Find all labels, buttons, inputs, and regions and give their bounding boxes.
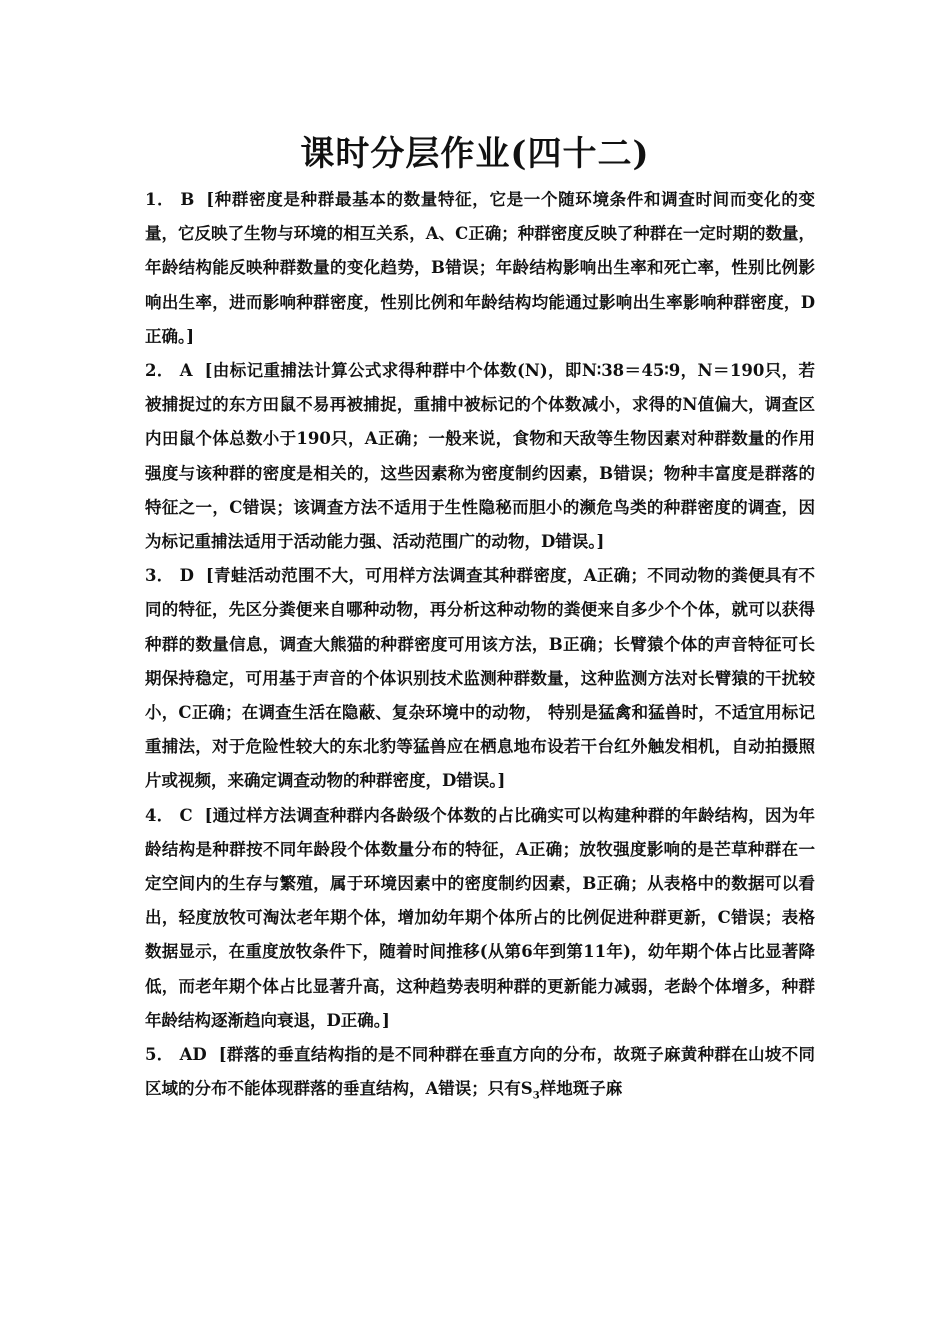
answer-number: 5． <box>145 1045 174 1065</box>
answer-number: 1． <box>145 190 175 209</box>
answer-item-2 <box>145 354 815 559</box>
answer-number: 4． <box>145 805 174 825</box>
subscript-text: 3 <box>532 1090 540 1102</box>
answer-key: A <box>179 361 193 381</box>
answer-number: 3． <box>145 566 174 586</box>
answer-item-5 <box>145 1038 815 1114</box>
answer-key: C <box>179 805 193 825</box>
answer-key: D <box>179 566 194 586</box>
answer-explanation: [群落的垂直结构指的是不同种群在垂直方向的分布，故斑子麻黄种群在山坡不同区域的分布不能体现群落的垂直结构，A错误；只有S <box>145 1045 815 1099</box>
answer-item-4 <box>145 799 815 1038</box>
answer-item-1 <box>145 183 815 354</box>
answer-list <box>145 183 815 1114</box>
answer-explanation: [种群密度是种群最基本的数量特征，它是一个随环境条件和调查时间而变化的变量，它反映了生物与环境的相互关系，A、C正确；种群密度反映了种群在一定时期的数量，年龄结构能反映种群数量的变化趋势，B错误；年龄结构影响出生率和死亡率，性别比例影响出生率，进而影响种群密度，性别比例和年龄结构均能通过影响出生率影响种群密度，D正确。] <box>145 190 816 346</box>
answer-item-3 <box>145 559 815 798</box>
answer-number: 2． <box>145 361 174 381</box>
answer-explanation: [青蛙活动范围不大，可用样方法调查其种群密度，A正确；不同动物的粪便具有不同的特征，先区分粪便来自哪种动物，再分析这种动物的粪便来自多少个个体，就可以获得种群的数量信息，调查大熊猫的种群密度可用该方法，B正确；长臂猿个体的声音特征可长期保持稳定，可用基于声音的个体识别技术监测种群数量，这种监测方法对长臂猿的干扰较小，C正确；在调查生活在隐蔽、复杂环境中的动物， 特别是猛禽和猛兽时，不适宜用标记重捕法，对于危险性较大的东北豹等猛兽应在栖息地布设若干台红外触发相机，自动拍摄照片或视频，来确定调查动物的种群密度，D错误。] <box>145 566 815 791</box>
answer-explanation: [由标记重捕法计算公式求得种群中个体数(N)，即N∶38＝45∶9，N＝190只，若被捕捉过的东方田鼠不易再被捕捉，重捕中被标记的个体数减小，求得的N值偏大，调查区内田鼠个体总数小于190只，A正确；一般来说，食物和天敌等生物因素对种群数量的作用强度与该种群的密度是相关的，这些因素称为密度制约因素，B错误；物种丰富度是群落的特征之一，C错误；该调查方法不适用于生性隐秘而胆小的濒危鸟类的种群密度的调查，因为标记重捕法适用于活动能力强、活动范围广的动物，D错误。] <box>145 361 815 552</box>
answer-explanation-continued: 样地斑子麻 <box>539 1079 623 1099</box>
answer-explanation: [通过样方法调查种群内各龄级个体数的占比确实可以构建种群的年龄结构，因为年龄结构是种群按不同年龄段个体数量分布的特征，A正确；放牧强度影响的是芒草种群在一定空间内的生存与繁殖，属于环境因素中的密度制约因素，B正确；从表格中的数据可以看出，轻度放牧可淘汰老年期个体，增加幼年期个体所占的比例促进种群更新，C错误；表格数据显示，在重度放牧条件下，随着时间推移(从第6年到第11年)，幼年期个体占比显著降低，而老年期个体占比显著升高，这种趋势表明种群的更新能力减弱，老龄个体增多，种群年龄结构逐渐趋向衰退，D正确。] <box>145 805 816 1030</box>
page-title: 课时分层作业(四十二) <box>300 134 650 174</box>
answer-key: B <box>180 190 195 209</box>
answer-key: AD <box>179 1045 207 1065</box>
